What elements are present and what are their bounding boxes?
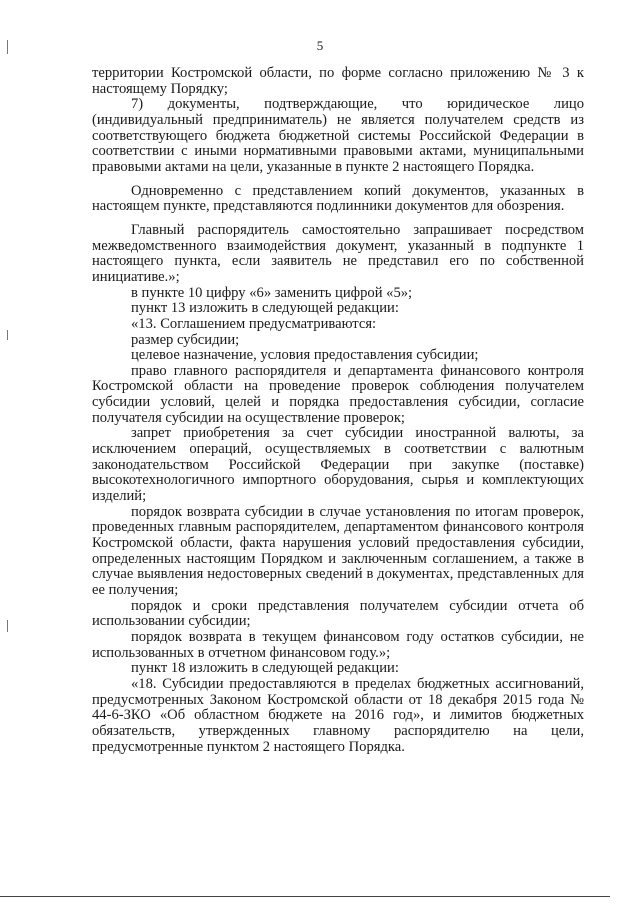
scan-edge-mark <box>7 620 8 632</box>
scan-edge-mark <box>7 330 8 340</box>
paragraph-4: Главный распорядитель самостоятельно запрашивает посредством межведомственного взаимодействия документ, указанный в подпункте 1 настоящего пункта, если заявитель не представил его по собственной инициативе.»; <box>92 221 584 285</box>
paragraph-2: 7) документы, подтверждающие, что юридическое лицо (индивидуальный предприниматель) не является получателем средств из соответствующего бюджета бюджетной системы Российской Федерации в соответствии с иными нормативными правовыми актами, муниципальными правовыми актами на цели, указанные в пункте 2 настоящего Порядка. <box>92 96 584 175</box>
paragraph-11: запрет приобретения за счет субсидии иностранной валюты, за исключением операций, осуществляемых в соответствии с валютным законодательством Российской Федерации при закупке (поставке) высокотехнологичного импортного оборудования, сырья и комплектующих изделий; <box>92 425 584 505</box>
paragraph-5: в пункте 10 цифру «6» заменить цифрой «5»; <box>131 284 413 301</box>
paragraph-7: «13. Соглашением предусматриваются: <box>131 315 377 332</box>
paragraph-13: порядок и сроки представления получателем субсидии отчета об использовании субсидии; <box>92 597 584 630</box>
scan-edge-mark <box>7 40 8 54</box>
paragraph-16: «18. Субсидии предоставляются в пределах бюджетных ассигнований, предусмотренных Законом Костромской области от 18 декабря 2015 года № 44-6-ЗКО «Об областном бюджете на 2016 год», и лимитов бюджетных обязательств, утвержденных главному распорядителю на цели, предусмотренные пунктом 2 настоящего Порядка. <box>92 675 584 755</box>
paragraph-15: пункт 18 изложить в следующей редакции: <box>131 660 399 677</box>
page-number: 5 <box>316 38 324 53</box>
paragraph-9: целевое назначение, условия предоставления субсидии; <box>131 347 479 364</box>
paragraph-1: территории Костромской области, по форме согласно приложению № 3 к настоящему Порядку; <box>92 65 584 97</box>
document-body <box>92 66 584 755</box>
paragraph-8: размер субсидии; <box>131 331 240 348</box>
paragraph-10: право главного распорядителя и департамента финансового контроля Костромской области на проведение проверок соблюдения получателем субсидии условий, целей и порядка предоставления субсидии, согласие получателя субсидии на осуществление проверок; <box>92 362 584 426</box>
paragraph-3: Одновременно с представлением копий документов, указанных в настоящем пункте, представляются подлинники документов для обозрения. <box>92 182 584 215</box>
paragraph-12: порядок возврата субсидии в случае установления по итогам проверок, проведенных главным распорядителем, департаментом финансового контроля Костромской области, факта нарушения условий предоставления субсидии, определенных настоящим Порядком и заключенным соглашением, а также в случае выявления недостоверных сведений в документах, представленных для ее получения; <box>92 503 584 598</box>
paragraph-14: порядок возврата в текущем финансовом году остатков субсидии, не использованных в отчетном финансовом году.»; <box>92 628 584 661</box>
paragraph-6: пункт 13 изложить в следующей редакции: <box>131 300 399 317</box>
scan-bottom-edge <box>0 896 610 897</box>
